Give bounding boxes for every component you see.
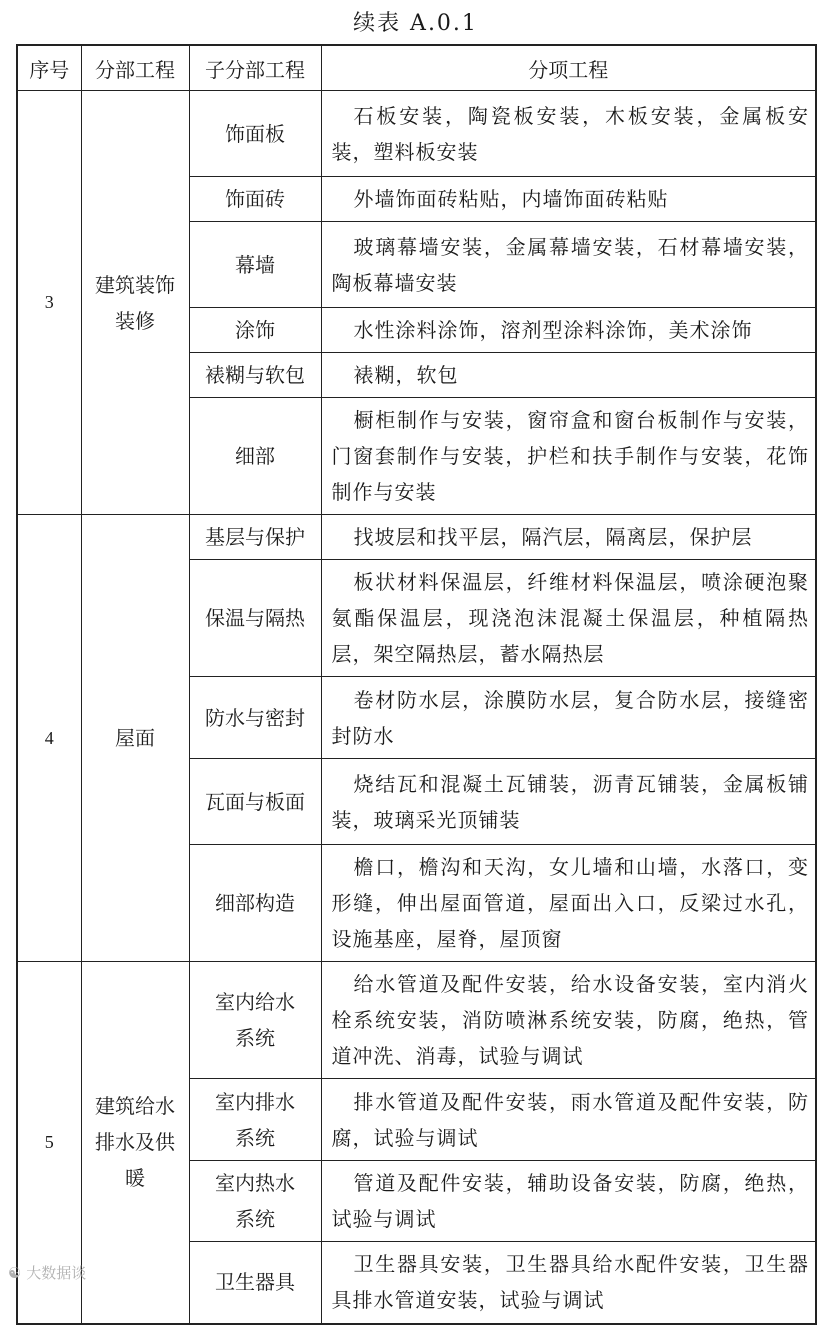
subdivision-name: 卫生器具 [189, 1242, 321, 1324]
table-row [17, 91, 816, 177]
division-name: 建筑装饰装修 [81, 91, 189, 515]
item-list: 卷材防水层，涂膜防水层，复合防水层，接缝密封防水 [321, 677, 816, 759]
item-list: 找坡层和找平层，隔汽层，隔离层，保护层 [321, 515, 816, 560]
item-list: 裱糊，软包 [321, 353, 816, 398]
item-list: 石板安装，陶瓷板安装，木板安装，金属板安装，塑料板安装 [321, 91, 816, 177]
watermark-text: 大数据谈 [26, 1264, 87, 1282]
item-list: 排水管道及配件安装，雨水管道及配件安装，防腐，试验与调试 [321, 1079, 816, 1161]
subdivision-name: 室内给水系统 [189, 962, 321, 1079]
item-list: 玻璃幕墙安装，金属幕墙安装，石材幕墙安装，陶板幕墙安装 [321, 222, 816, 308]
subdivision-name: 基层与保护 [189, 515, 321, 560]
item-list: 檐口，檐沟和天沟，女儿墙和山墙，水落口，变形缝，伸出屋面管道，屋面出入口，反梁过水孔，设施基座，屋脊，屋顶窗 [321, 845, 816, 962]
subdivision-name: 幕墙 [189, 222, 321, 308]
division-name: 建筑给水排水及供暖 [81, 962, 189, 1324]
item-list: 给水管道及配件安装，给水设备安装，室内消火栓系统安装，消防喷淋系统安装，防腐，绝热，管道冲洗、消毒，试验与调试 [321, 962, 816, 1079]
subdivision-name: 饰面板 [189, 91, 321, 177]
header-subdivision: 子分部工程 [189, 45, 321, 91]
row-number: 3 [17, 91, 81, 515]
row-number: 5 [17, 962, 81, 1324]
table-row [17, 515, 816, 560]
subdivision-name: 瓦面与板面 [189, 759, 321, 845]
item-list: 橱柜制作与安装，窗帘盒和窗台板制作与安装，门窗套制作与安装，护栏和扶手制作与安装，花饰制作与安装 [321, 398, 816, 515]
subdivision-name: 细部 [189, 398, 321, 515]
table-row [17, 962, 816, 1079]
subdivision-name: 饰面砖 [189, 177, 321, 222]
header-row [17, 45, 816, 91]
header-items: 分项工程 [321, 45, 816, 91]
construction-items-table [16, 44, 817, 1325]
row-number: 4 [17, 515, 81, 962]
item-list: 水性涂料涂饰，溶剂型涂料涂饰，美术涂饰 [321, 308, 816, 353]
item-list: 烧结瓦和混凝土瓦铺装，沥青瓦铺装，金属板铺装，玻璃采光顶铺装 [321, 759, 816, 845]
subdivision-name: 防水与密封 [189, 677, 321, 759]
subdivision-name: 细部构造 [189, 845, 321, 962]
subdivision-name: 保温与隔热 [189, 560, 321, 677]
table-caption: 续表 A.0.1 [353, 11, 478, 36]
division-name: 屋面 [81, 515, 189, 962]
subdivision-name: 裱糊与软包 [189, 353, 321, 398]
item-list: 管道及配件安装，辅助设备安装，防腐，绝热，试验与调试 [321, 1161, 816, 1242]
header-division: 分部工程 [81, 45, 189, 91]
item-list: 板状材料保温层，纤维材料保温层，喷涂硬泡聚氨酯保温层，现浇泡沫混凝土保温层，种植隔热层，架空隔热层，蓄水隔热层 [321, 560, 816, 677]
item-list: 卫生器具安装，卫生器具给水配件安装，卫生器具排水管道安装，试验与调试 [321, 1242, 816, 1324]
watermark-logo-icon: ☯ [8, 1264, 22, 1282]
subdivision-name: 涂饰 [189, 308, 321, 353]
header-no: 序号 [17, 45, 81, 91]
subdivision-name: 室内排水系统 [189, 1079, 321, 1161]
watermark [8, 1262, 86, 1283]
item-list: 外墙饰面砖粘贴，内墙饰面砖粘贴 [321, 177, 816, 222]
subdivision-name: 室内热水系统 [189, 1161, 321, 1242]
